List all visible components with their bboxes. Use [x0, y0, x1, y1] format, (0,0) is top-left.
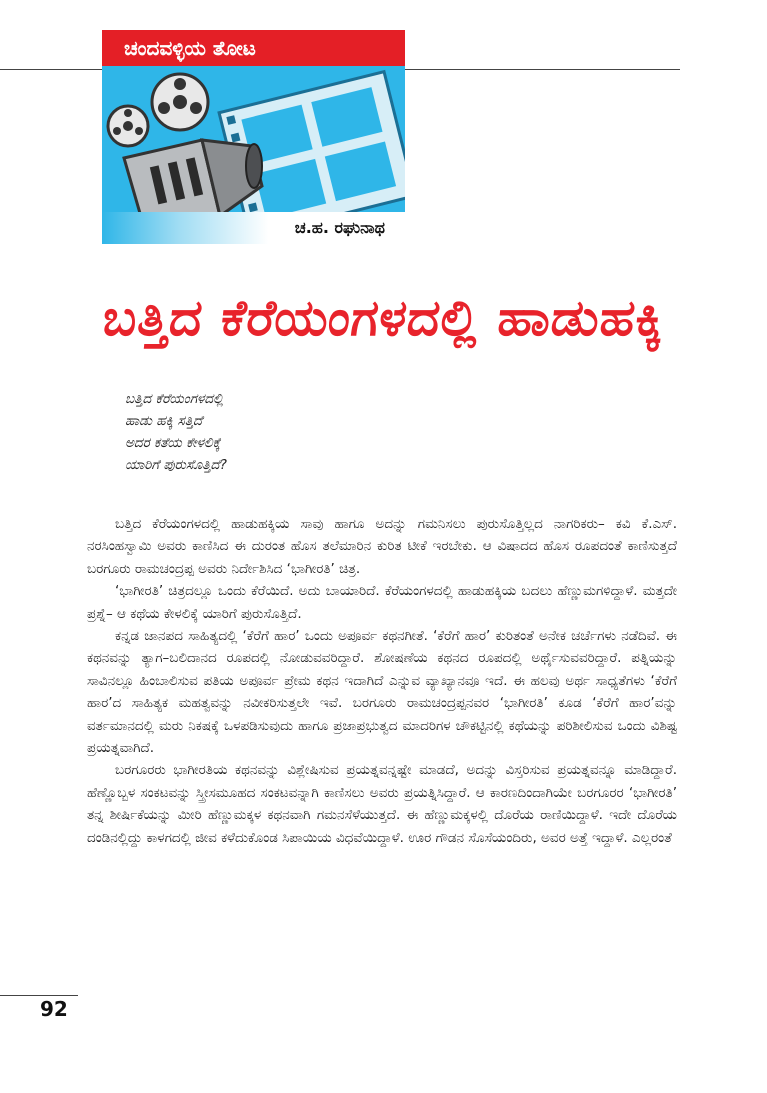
column-header — [102, 30, 405, 245]
paragraph: ಬರಗೂರರು ಭಾಗೀರತಿಯ ಕಥನವನ್ನು ವಿಶ್ಲೇಷಿಸುವ ಪ್ರಯತ್ನವನ್ನಷ್ಟೇ ಮಾಡದೆ, ಅದನ್ನು ವಿಸ್ತರಿಸುವ ಪ್ರಯತ್ನವನ್ನೂ ಮಾಡಿದ್ದಾರೆ. ಹೆಣ್ಣೊಬ್ಬಳ ಸಂಕಟವನ್ನು ಸ್ತ್ರೀಸಮೂಹದ ಸಂಕಟವನ್ನಾಗಿ ಕಾಣಿಸಲು ಅವರು ಪ್ರಯತ್ನಿಸಿದ್ದಾರೆ. ಆ ಕಾರಣದಿಂದಾಗಿಯೇ ಬರಗೂರರ ‘ಭಾಗೀರತಿ’ ತನ್ನ ಶೀರ್ಷಿಕೆಯನ್ನು ಮೀರಿ ಹೆಣ್ಣುಮಕ್ಕಳ ಕಥನವಾಗಿ ಗಮನಸೆಳೆಯುತ್ತದೆ. ಈ ಹೆಣ್ಣುಮಕ್ಕಳಲ್ಲಿ ದೊರೆಯ ರಾಣಿಯಿದ್ದಾಳೆ. ಇದೇ ದೊರೆಯ ದಂಡಿನಲ್ಲಿದ್ದು ಕಾಳಗದಲ್ಲಿ ಜೀವ ಕಳೆದುಕೊಂಡ ಸಿಪಾಯಿಯ ವಿಧವೆಯಿದ್ದಾಳೆ. ಊರ ಗೌಡನ ಸೊಸೆಯಂದಿರು, ಅವರ ಅತ್ತೆ ಇದ್ದಾಳೆ. ಎಲ್ಲರಂತೆ — [87, 762, 677, 846]
epigraph-poem — [125, 388, 227, 476]
article-headline: ಬತ್ತಿದ ಕೆರೆಯಂಗಳದಲ್ಲಿ ಹಾಡುಹಕ್ಕಿ — [99, 288, 669, 347]
column-title: ಚಂದವಳ್ಳಿಯ ತೋಟ — [102, 30, 405, 66]
author-name: ಚ.ಹ. ರಘುನಾಥ — [294, 218, 385, 237]
folio-rule — [0, 995, 78, 996]
author-bar — [102, 212, 405, 244]
paragraph: ‘ಭಾಗೀರತಿ’ ಚಿತ್ರದಲ್ಲೂ ಒಂದು ಕೆರೆಯಿದೆ. ಅದು ಬಾಯಾರಿದೆ. ಕೆರೆಯಂಗಳದಲ್ಲಿ ಹಾಡುಹಕ್ಕಿಯ ಬದಲು ಹೆಣ್ಣುಮಗಳಿದ್ದಾಳೆ. ಮತ್ತದೇ ಪ್ರಶ್ನೆ– ಆ ಕಥೆಯ ಕೇಳಲಿಕ್ಕೆ ಯಾರಿಗೆ ಪುರುಸೊತ್ತಿದೆ. — [87, 583, 677, 622]
page-number: 92 — [40, 997, 68, 1021]
article-body — [87, 513, 677, 849]
paragraph: ಬತ್ತಿದ ಕೆರೆಯಂಗಳದಲ್ಲಿ ಹಾಡುಹಕ್ಕಿಯ ಸಾವು ಹಾಗೂ ಅದನ್ನು ಗಮನಿಸಲು ಪುರುಸೊತ್ತಿಲ್ಲದ ನಾಗರಿಕರು– ಕವಿ ಕೆ.ಎಸ್. ನರಸಿಂಹಸ್ವಾಮಿ ಅವರು ಕಾಣಿಸಿದ ಈ ದುರಂತ ಹೊಸ ತಲೆಮಾರಿನ ಕುರಿತ ಟೀಕೆ ಇರಬೇಕು. ಆ ವಿಷಾದದ ಹೊಸ ರೂಪದಂತೆ ಕಾಣಿಸುತ್ತದೆ ಬರಗೂರು ರಾಮಚಂದ್ರಪ್ಪ ಅವರು ನಿರ್ದೇಶಿಸಿದ ‘ಭಾಗೀರತಿ’ ಚಿತ್ರ. — [87, 516, 677, 577]
poem-line: ಬತ್ತಿದ ಕೆರೆಯಂಗಳದಲ್ಲಿ — [125, 391, 224, 407]
poem-line: ಹಾಡು ಹಕ್ಕಿ ಸತ್ತಿದೆ — [125, 413, 203, 429]
poem-line: ಅದರ ಕತೆಯ ಕೇಳಲಿಕ್ಕೆ — [125, 435, 221, 451]
paragraph: ಕನ್ನಡ ಜಾನಪದ ಸಾಹಿತ್ಯದಲ್ಲಿ ‘ಕೆರೆಗೆ ಹಾರ’ ಒಂದು ಅಪೂರ್ವ ಕಥನಗೀತೆ. ‘ಕೆರೆಗೆ ಹಾರ’ ಕುರಿತಂತೆ ಅನೇಕ ಚರ್ಚೆಗಳು ನಡೆದಿವೆ. ಈ ಕಥನವನ್ನು ತ್ಯಾಗ–ಬಲಿದಾನದ ರೂಪದಲ್ಲಿ ನೋಡುವವರಿದ್ದಾರೆ. ಶೋಷಣೆಯ ಕಥನದ ರೂಪದಲ್ಲಿ ಅರ್ಥೈಸುವವರಿದ್ದಾರೆ. ಪತ್ನಿಯನ್ನು ಸಾವಿನಲ್ಲೂ ಹಿಂಬಾಲಿಸುವ ಪತಿಯ ಅಪೂರ್ವ ಪ್ರೇಮ ಕಥನ ಇದಾಗಿದೆ ಎನ್ನುವ ವ್ಯಾಖ್ಯಾನವೂ ಇದೆ. ಈ ಹಲವು ಅರ್ಥ ಸಾಧ್ಯತೆಗಳು ‘ಕೆರೆಗೆ ಹಾರ’ದ ಸಾಹಿತ್ಯಕ ಮಹತ್ವವನ್ನು ನವೀಕರಿಸುತ್ತಲೇ ಇವೆ. ಬರಗೂರು ರಾಮಚಂದ್ರಪ್ಪನವರ ‘ಭಾಗೀರತಿ’ ಕೂಡ ‘ಕೆರೆಗೆ ಹಾರ’ವನ್ನು ವರ್ತಮಾನದಲ್ಲಿ ಮರು ನಿಕಷಕ್ಕೆ ಒಳಪಡಿಸುವುದು ಹಾಗೂ ಪ್ರಜಾಪ್ರಭುತ್ವದ ಮಾದರಿಗಳ ಚೌಕಟ್ಟಿನಲ್ಲಿ ಕಥೆಯನ್ನು ಪರಿಶೀಲಿಸುವ ಒಂದು ವಿಶಿಷ್ಟ ಪ್ರಯತ್ನವಾಗಿದೆ. — [87, 628, 677, 757]
poem-line: ಯಾರಿಗೆ ಪುರುಸೊತ್ತಿದೆ? — [125, 457, 227, 473]
